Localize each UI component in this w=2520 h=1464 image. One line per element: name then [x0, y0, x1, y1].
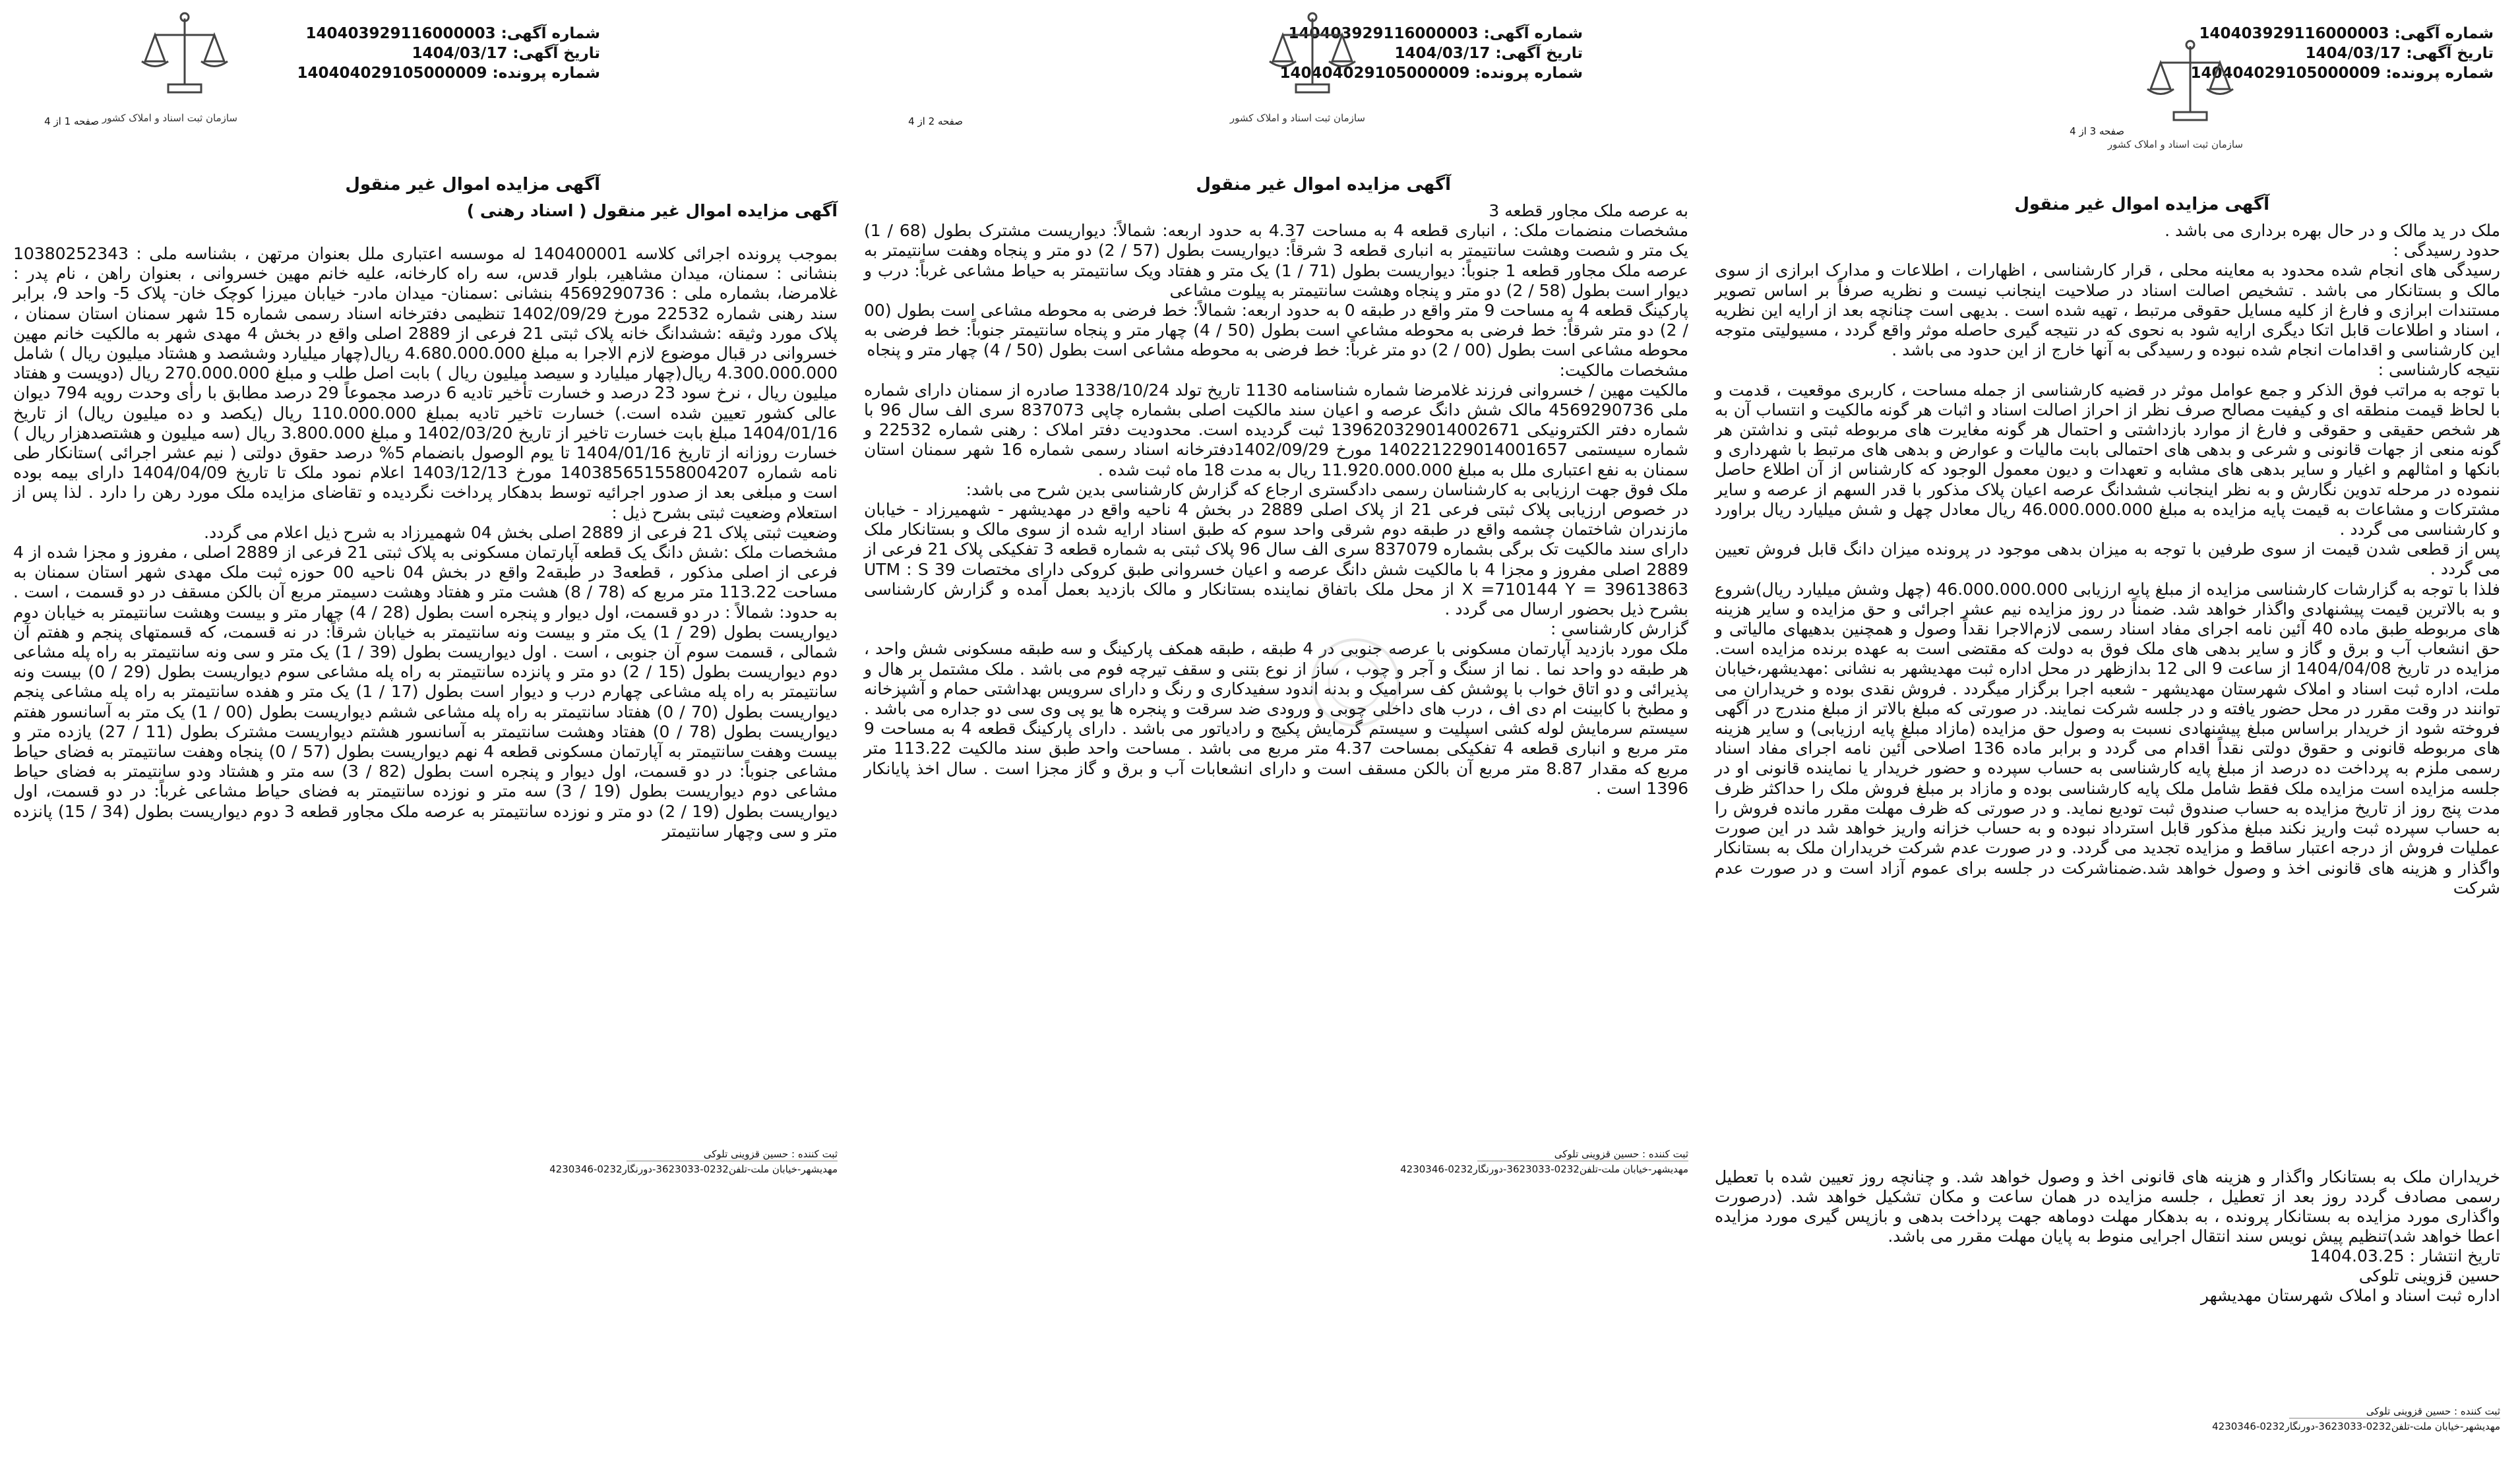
body-paragraph: حدود رسیدگی :	[2393, 241, 2500, 260]
signer-name: ثبت کننده : حسین قزوینی تلوکی	[1554, 1148, 1688, 1160]
judiciary-emblem-icon	[2137, 33, 2243, 132]
page-1	[0, 0, 851, 1464]
judiciary-emblem-icon	[132, 5, 237, 104]
notice-date: تاریخ آگهی: 1404/03/17	[412, 45, 600, 62]
notice-title: آگهی مزایده اموال غیر منقول	[345, 175, 600, 195]
body-paragraph: در خصوص ارزیابی پلاک ثبتی فرعی 21 از پلاک اصلی 2889 در بخش 4 ناحیه واقع در مهدیشهر - شهمیرزاد - خیابان مازندران شاختمان چشمه واقع در طبقه دوم شرقی واحد سوم که طبق اسناد ارایه شده از سوی مالک و بستانکار ملک دارای سند مالکیت تک برگی بشماره 837079 سری الف سال 96 پلاک ثبتی به شماره قطعه 3 تفکیکی پلاک 21 فرعی از 2889 اصلی مفروز و مجزا 4 با مالکیت شش دانگ عرصه و اعیان خسروانی طبق کروکی دارای مختصات UTM : S 39 X =710144 Y = 39613863 از محل ملک باتفاق نماینده بستانکار و مالک بازدید بعمل آمده و گزارش کارشناسی بشرح ذیل بحضور ارسال می گردد .	[864, 500, 1689, 619]
body-paragraph: رسیدگی های انجام شده محدود به معاینه محلی ، قرار کارشناسی ، اظهارات ، اطلاعات و مدارک ابرازی از سوی مالک و بستانکار می باشد . تشخیص اصالت اسناد در صلاحیت اینجانب نیست و نظریه صرفاً بر اساس تصویر مستندات ابرازی و فارغ از کلیه مسایل حقوقی مرتبط ، تهیه شده است . بدیهی است چنانچه بعد از ارایه این نظریه ، اسناد و اطلاعات قابل اتکا دیگری ارایه شود به نحوی که در نتیجه گیری حاصله موثر واقع گردد ، مسیولیتی متوجه این کارشناسی و اقدامات انجام شده نبوده و رسیدگی به آنها خارج از این حدود می باشد .	[1715, 260, 2500, 360]
signature-block	[1400, 1147, 1688, 1176]
signature-block	[2212, 1405, 2500, 1433]
emblem-org: سازمان ثبت اسناد و املاک کشور	[1229, 112, 1365, 124]
notice-number: شماره آگهی: 140403929116000003	[2199, 25, 2494, 42]
page-label: صفحه 2 از 4	[908, 115, 963, 127]
body-paragraph: نتیجه کارشناسی :	[2378, 360, 2500, 380]
page-header	[1702, 0, 2520, 168]
page-header	[851, 0, 1702, 168]
office-name: اداره ثبت اسناد و املاک شهرستان مهدیشهر	[2200, 1286, 2500, 1305]
office-address: مهدیشهر-خیابان ملت-تلفن0232-3623033-دورنگار0232-4230346	[549, 1163, 838, 1175]
page-header	[0, 0, 851, 168]
notice-subtitle: آگهی مزایده اموال غیر منقول ( اسناد رهنی )	[466, 201, 838, 220]
signer-name: ثبت کننده : حسین قزوینی تلوکی	[703, 1148, 838, 1160]
page-label: صفحه 1 از 4	[44, 115, 99, 127]
body-paragraph: با توجه به مراتب فوق الذکر و جمع عوامل موثر در قضیه کارشناسی از جمله مساحت ، کاربری موقعیت ، قدمت و با لحاظ قیمت منطقه ای و کیفیت مصالح صرف نظر از احراز اصالت اسناد و اثبات هر گونه مالکیت و انتساب آن به هر شخص حقیقی و حقوقی و فارغ از موارد بازداشتی و احتمال هر گونه مغایرت های مربوطه ثبتی و نداشتن هر گونه منعی از جهات قانونی و شرعی و بدهی های احتمالی بابت مالیات و عوارض و بدهی های مرتبط با شهرداری و بانکها و امثالهم و اغیار و سایر بدهی های مشابه و تعهدات و دیون معمول الوجود که کارشناس از آن اطلاع حاصل ننموده در مرحله تدوین نگارش و به نظر اینجانب ششدانگ عرصه اعیان پلاک مذکور با قدر السهم از عرصه و سایر مشترکات و مشاعات به قیمت پایه مزایده به مبلغ 46.000.000.000 ریال معادل چهل و شش میلیارد ریال براورد و کارشناسی می گردد .	[1715, 380, 2500, 539]
body-paragraph: پس از قطعی شدن قیمت از سوی طرفین با توجه به میزان بدهی موجود در پرونده میزان دانگ قابل فروش تعیین می گردد .	[1715, 539, 2500, 579]
page-label: صفحه 3 از 4	[2070, 125, 2124, 137]
notice-meta	[297, 24, 600, 83]
emblem-org: سازمان ثبت اسناد و املاک کشور	[102, 112, 237, 124]
body-paragraph: مالکیت مهین / خسروانی فرزند غلامرضا شماره شناسنامه 1130 تاریخ تولد 1338/10/24 صادره از سمنان دارای شماره ملی 4569290736 مالک شش دانگ عرصه و اعیان سند مالکیت اصلی بشماره چاپی 837073 سری الف سال 96 با شماره دفتر الکترونیکی 139620329014002671 ثبت گردیده است. محدودیت دفتر املاک : رهنی شماره 22532 و شماره سیستمی 140221229014001657 مورخ 1402/09/29دفترخانه اسناد رسمی شماره 16 شهر سمنان استان سمنان به نفع اعتباری ملل به مبلغ 11.920.000.000 ریال به مدت 18 ماه ثبت شده .	[864, 380, 1689, 479]
body-paragraph: مشخصات مالکیت:	[1559, 360, 1688, 380]
body-paragraph: ملک فوق جهت ارزیابی به کارشناسان رسمی دادگستری ارجاع که گزارش کارشناسی بدین شرح می باشد:	[966, 479, 1688, 499]
signer-name: ثبت کننده : حسین قزوینی تلوکی	[2366, 1405, 2500, 1417]
body-paragraph: مشخصات منضمات ملک: ، انباری قطعه 4 به مساحت 4.37 به حدود اربعه: شمالاً: دیواریست مشترک بطول (68 / 1) یک متر و شصت وهشت سانتیمتر به انباری قطعه 3 شرقاً: دیواریست بطول (57 / 2) دو متر و پنجاه وهفت سانتیمتر به عرصه ملک مجاور قطعه 1 جنوباً: دیواریست بطول (71 / 1) یک متر و هفتاد ویک سانتیمتر به حیاط مشاعی غرباً: درب و دیوار است بطول (58 / 2) دو متر و پنجاه وهشت سانتیمتر به پیلوت مشاعی	[864, 221, 1688, 300]
body-paragraph: ملک مورد بازدید آپارتمان مسکونی با عرصه جنوبی در 4 طبقه ، طبقه همکف پارکینگ و سه طبقه مسکونی شش واحد ، هر طبقه دو واحد نما . نما از سنگ و آجر و چوب ، ساز از نوع بتنی و سقف تیرچه فوم می باشد . ملک مشتمل بر هال و پذیرائی و دو اتاق خواب با پوشش کف سرامیک و بدنه اندود سفیدکاری و رنگ و دارای سرویس بهداشتی حمام و آشپزخانه و مطبخ با کابینت ام دی اف ، درب های داخلی چوبی و ورودی ضد سرقت و پنجره ها یو پی وی سی دو جداره می باشد . سیستم سرمایش لوله کشی اسپلیت و سیستم گرمایش پکیج و رادیاتور می باشد . دارای پارکینگ قطعه 4 به مساحت 9 متر مربع و انباری قطعه 4 تفکیکی بمساحت 4.37 متر مربع می باشد . مساحت واحد طبق سند مالکیت 113.22 متر مربع که مقدار 8.87 متر مربع آن بالکن مسقف است و دارای انشعابات آب و برق و گاز مجزا است . سال اخذ پایانکار 1396 است .	[864, 639, 1689, 798]
body-paragraph: ملک در ید مالک و در حال بهره برداری می باشد .	[2165, 221, 2500, 240]
page-2	[851, 0, 1702, 1464]
notice-date: تاریخ آگهی: 1404/03/17	[1394, 45, 1583, 62]
page-3	[1702, 0, 2520, 1464]
office-address: مهدیشهر-خیابان ملت-تلفن0232-3623033-دورنگار0232-4230346	[2212, 1420, 2500, 1432]
notice-body	[1715, 221, 2500, 898]
body-paragraph: فلذا با توجه به گزارشات کارشناسی مزایده از مبلغ پایه ارزیابی 46.000.000.000 (چهل وشش میلیارد ریال)شروع و به بالاترین قیمت پیشنهادی واگذار خواهد شد. ضمناً در روز مزایده نیم عشر اجرائی و حق مزایده و سایر هزینه های مربوطه طبق ماده 40 آئین نامه اجرای مفاد اسناد رسمی لازم‌الاجرا نقداً وصول و همچنین بدهیهای مالیاتی و حق انشعاب آب و برق و گاز و سایر بدهی های ملک فوق به دولت که مقتضی است به عهده برنده مزایده است. مزایده در تاریخ 1404/04/08 از ساعت 9 الی 12 بدازظهر در محل اداره ثبت مهدیشهر به نشانی :مهدیشهر،خیابان ملت، اداره ثبت اسناد و املاک شهرستان مهدیشهر - شعبه اجرا برگزار میگردد . فروش نقدی بوده و خریداران می توانند در وقت مقرر در محل حضور یافته و در جلسه شرکت نمایند. در صورتی که مبلغ بالاتر از مبلغ مندرج در آگهی فروخته شود از خریدار براساس مبلغ پیشنهادی نسبت به وصول حق مزایده (مازاد مبلغ پایه ارزیابی) و سایر هزینه های مربوطه قانونی و حقوق دولتی نقداً اقدام می گردد و برابر ماده 136 اصلاحی آئین نامه اجرای مفاد اسناد رسمی ملزم به پرداخت ده درصد از مبلغ پایه کارشناسی به حساب سپرده و حضور خریدار یا نماینده قانونی او در جلسه مزایده است مزایده ملک فقط شامل ملک پایه کارشناسی بوده و مازاد بر مبلغ فروش ملک را حداکثر ظرف مدت پنج روز از تاریخ مزایده به حساب صندوق ثبت تودیع نماید. و در صورتی که ظرف مهلت مقرر مانده فروش را به حساب سپرده ثبت واریز نکند مبلغ مذکور قابل استرداد نبوده و به حساب خزانه واریز خواهد شد در این صورت عملیات فروش از درجه اعتبار ساقط و مزایده تجدید می گردد. و در صورت عدم شرکت خریداران ملک به بستانکار واگذار و هزینه های قانونی اخذ و وصول خواهد شد.ضمناشرکت در جلسه برای عموم آزاد است و در صورت عدم شرکت	[1715, 579, 2501, 898]
body-paragraph: به عرصه ملک مجاور قطعه 3	[1489, 201, 1688, 220]
stamp-watermark-icon	[1306, 633, 1405, 732]
body-paragraph: مشخصات ملک :شش دانگ یک قطعه آپارتمان مسکونی به پلاک ثبتی 21 فرعی از 2889 اصلی ، مفروز و مجزا شده از 4 فرعی از اصلی مذکور ، قطعه3 در طبقه2 واقع در بخش 04 ناحیه 00 حوزه ثبت ملک مهدی شهر استان سمنان به مساحت 113.22 متر مربع که (78 / 8) هشت متر و هفتاد وهشت دسیمتر مربع آن بالکن مسقف در دو قسمت ، است . به حدود: شمالاً : در دو قسمت، اول دیوار و پنجره است بطول (28 / 4) چهار متر و بیست وهشت سانتیمتر به خیابان دوم دیواریست بطول (29 / 1) یک متر و بیست ونه سانتیمتر به خیابان شرقاً: در نه قسمت، که قسمتهای پنجم و هفتم آن شمالی ، قسمت سوم آن جنوبی ، است . اول دیواریست بطول (39 / 1) یک متر و سی ونه سانتیمتر به راه پله مشاعی دوم دیواریست بطول (15 / 2) دو متر و پانزده سانتیمتر به راه پله مشاعی سوم دیواریست بطول (29 / 0) بیست ونه سانتیمتر به راه پله مشاعی چهارم درب و دیوار است بطول (17 / 1) یک متر و هفده سانتیمتر به راه پله مشاعی پنجم دیواریست بطول (70 / 0) هفتاد سانتیمتر به راه پله مشاعی ششم دیواریست بطول (00 / 1) یک متر به آسانسور هفتم دیواریست بطول (78 / 0) هفتاد وهشت سانتیمتر به آسانسور هشتم دیواریست مشترک بطول (11 / 27) یازده متر و بیست وهفت سانتیمتر به آپارتمان مسکونی قطعه 4 نهم دیواریست بطول (57 / 0) پنجاه وهفت سانتیمتر به فضای حیاط مشاعی جنوباً: در دو قسمت، اول دیوار و پنجره است بطول (82 / 3) سه متر و هشتاد ودو سانتیمتر به فضای حیاط مشاعی دوم دیواریست بطول (19 / 3) سه متر و نوزده سانتیمتر به فضای حیاط مشاعی غرباً: در دو قسمت، اول دیواریست بطول (19 / 2) دو متر و نوزده سانتیمتر به عرصه ملک مجاور قطعه 3 دوم دیواریست بطول (34 / 15) پانزده متر و سی وچهار سانتیمتر	[13, 543, 838, 841]
body-paragraph: وضعیت ثبتی پلاک 21 فرعی از 2889 اصلی بخش 04 شهمیرزاد به شرح ذیل اعلام می گردد.	[204, 522, 838, 542]
closing-section	[1715, 1167, 2500, 1306]
notice-body	[864, 201, 1688, 799]
case-number: شماره پرونده: 140404029105000009	[1279, 65, 1583, 82]
notice-date: تاریخ آگهی: 1404/03/17	[2305, 45, 2494, 62]
notice-title: آگهی مزایده اموال غیر منقول	[1196, 175, 1451, 195]
case-number: شماره پرونده: 140404029105000009	[297, 65, 600, 82]
case-number: شماره پرونده: 140404029105000009	[2190, 65, 2494, 82]
closing-paragraph: خریداران ملک به بستانکار واگذار و هزینه های قانونی اخذ و وصول خواهد شد. و چنانچه روز تعیین شده با تعطیل رسمی مصادف گردد روز بعد از تعطیل ، جلسه مزایده در همان ساعت و مکان تشکیل خواهد شد. (درصورت واگذاری مورد مزایده به بستانکار پرونده ، به بدهکار مهلت دوماهه جهت پرداخت بدهی و بازپس گیری مورد مزایده اعطا خواهد شد)تنظیم پیش نویس سند انتقال اجرایی منوط به پایان مهلت مقرر می باشد.	[1715, 1167, 2500, 1246]
signature-block	[549, 1147, 838, 1176]
publish-date: تاریخ انتشار : 1404.03.25	[2310, 1246, 2500, 1266]
office-address: مهدیشهر-خیابان ملت-تلفن0232-3623033-دورنگار0232-4230346	[1400, 1163, 1688, 1175]
notice-number: شماره آگهی: 140403929116000003	[1288, 25, 1583, 42]
official-name: حسین قزوینی تلوکی	[2358, 1266, 2500, 1285]
body-paragraph: گزارش کارشناسی :	[1550, 619, 1688, 639]
notice-body	[13, 244, 838, 841]
body-paragraph: پارکینگ قطعه 4 به مساحت 9 متر واقع در طبقه 0 به حدود اربعه: شمالاً: خط فرضی به محوطه مشاعی است بطول (00 / 2) دو متر شرقاً: خط فرضی به محوطه مشاعی است بطول (50 / 4) چهار متر و پنجاه سانتیمتر جنوباً: خط فرضی به محوطه مشاعی است بطول (00 / 2) دو متر غرباً: خط فرضی به محوطه مشاعی است بطول (50 / 4) چهار متر و پنجاه	[864, 301, 1688, 360]
notice-number: شماره آگهی: 140403929116000003	[305, 25, 600, 42]
emblem-org: سازمان ثبت اسناد و املاک کشور	[2107, 138, 2243, 150]
judiciary-emblem-icon	[1260, 5, 1365, 104]
body-paragraph: بموجب پرونده اجرائی کلاسه 140400001 له موسسه اعتباری ملل بعنوان مرتهن ، بشناسه ملی : 10380252343 بنشانی : سمنان، میدان مشاهیر، بلوار قدس، سه راه کارخانه، علیه خانم مهین خسروانی ، بعنوان راهن ، نام پدر : غلامرضا، بشماره ملی : 4569290736 بنشانی :سمنان- میدان مادر- خیابان میرزا کوچک خان- پلاک 5- واحد 9، برابر سند رهنی شماره 22532 مورخ 1402/09/29 تنظیمی دفترخانه اسناد رسمی شماره 15 شهر سمنان استان سمنان ، پلاک مورد وثیقه :ششدانگ خانه پلاک ثبتی 21 فرعی از 2889 اصلی واقع در بخش 4 مهدی شهر به مالکیت خانم مهین خسروانی در قبال موضوع لازم الاجرا به مبلغ 4.680.000.000 ریال(چهار میلیارد وششصد و هشتاد میلیون ریال ) شامل 4.300.000.000 ریال(چهار میلیارد و سیصد میلیون ریال ) بابت اصل طلب و مبلغ 270.000.000 ریال (دویست و هفتاد میلیون ریال ، نرخ سود 23 درصد و خسارت تأخیر تادیه 6 درصد مجموعاً 29 درصد مطابق با رأی وحدت رویه 794 دیوان عالی کشور تعیین شده است.) خسارت تاخیر تادیه بمبلغ 110.000.000 ریال (یکصد و ده میلیون ریال) از تاریخ 1404/01/16 مبلغ بابت خسارت تاخیر از تاریخ 1402/03/20 و مبلغ 3.800.000 ریال (سه میلیون و هشتصدهزار ریال ) خسارت روزانه از تاریخ 1404/01/16 تا یوم الوصول بانضمام 5% درصد حقوق دولتی ( نیم عشر اجرائی )ستانکار طی نامه شماره 140385651558004207 مورخ 1403/12/13 اعلام نمود ملک تا تاریخ 1404/04/09 دارای بیمه بوده است و مبلغی بعد از صدور اجرائیه توسط بدهکار پرداخت نگردیده و تقاضای مزایده ملک مورد رهن را دارد . لذا پس از استعلام وضعیت ثبتی بشرح ذیل :	[13, 244, 838, 522]
notice-title: آگهی مزایده اموال غیر منقول	[2014, 195, 2269, 214]
